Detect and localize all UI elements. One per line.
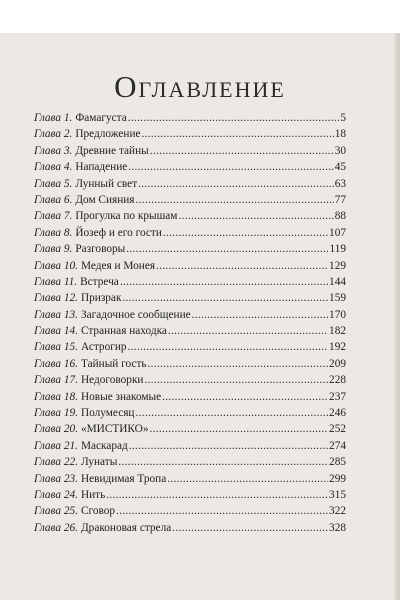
page-number: 228 <box>329 374 346 387</box>
page-number: 170 <box>329 308 346 321</box>
chapter-label: Глава 21. <box>34 439 78 452</box>
page-number: 129 <box>329 259 346 272</box>
page-number: 246 <box>329 407 346 420</box>
chapter-title: Маскарад <box>80 439 128 452</box>
toc-entry <box>34 258 346 274</box>
dot-leader <box>126 241 328 257</box>
page-edge-shadow <box>394 33 400 600</box>
chapter-title: Новые знакомые <box>80 390 162 403</box>
dot-leader <box>116 503 328 519</box>
chapter-label: Глава 11. <box>34 275 78 288</box>
toc-entry <box>34 307 346 323</box>
toc-entry <box>34 438 346 454</box>
chapter-title: Драконовая стрела <box>80 521 172 534</box>
toc-entry <box>34 159 346 175</box>
chapter-label: Глава 6. <box>34 193 73 206</box>
chapter-label: Глава 2. <box>34 128 73 141</box>
chapter-title: Сговор <box>80 505 116 518</box>
page-number: 274 <box>329 439 346 452</box>
dot-leader <box>128 339 328 355</box>
dot-leader <box>138 176 334 192</box>
chapter-label: Глава 22. <box>34 456 78 469</box>
chapter-label: Глава 23. <box>34 472 78 485</box>
chapter-title: Медея и Монея <box>80 259 156 272</box>
chapter-title: Разговоры <box>75 243 126 256</box>
page-number: 45 <box>334 161 346 174</box>
toc-entry <box>34 208 346 224</box>
toc-entry <box>34 405 346 421</box>
chapter-label: Глава 10. <box>34 259 78 272</box>
chapter-title: Прогулка по крышам <box>75 210 178 223</box>
dot-leader <box>162 389 328 405</box>
chapter-title: Нападение <box>75 161 128 174</box>
dot-leader <box>172 520 328 536</box>
page-number: 77 <box>334 193 346 206</box>
toc-entry <box>34 339 346 355</box>
chapter-title: Встреча <box>80 275 119 288</box>
dot-leader <box>122 290 328 306</box>
toc-entry <box>34 323 346 339</box>
page-number: 328 <box>329 521 346 534</box>
dot-leader <box>168 323 328 339</box>
chapter-label: Глава 7. <box>34 210 73 223</box>
page-number: 252 <box>329 423 346 436</box>
page-number: 209 <box>329 357 346 370</box>
dot-leader <box>106 487 328 503</box>
toc-entry <box>34 520 346 536</box>
chapter-title: Йозеф и его гости <box>75 226 162 239</box>
toc-entry <box>34 290 346 306</box>
dot-leader <box>150 143 334 159</box>
chapter-title: Дом Сияния <box>75 193 135 206</box>
dot-leader <box>129 438 328 454</box>
chapter-title: Предложение <box>75 128 141 141</box>
dot-leader <box>135 405 328 421</box>
page-number: 159 <box>329 292 346 305</box>
page-number: 192 <box>329 341 346 354</box>
chapter-label: Глава 18. <box>34 390 78 403</box>
page-number: 322 <box>329 505 346 518</box>
toc-entry <box>34 274 346 290</box>
chapter-title: Астрогир <box>80 341 127 354</box>
toc-entry <box>34 503 346 519</box>
dot-leader <box>118 454 328 470</box>
dot-leader <box>192 307 328 323</box>
dot-leader <box>167 471 328 487</box>
chapter-label: Глава 4. <box>34 161 73 174</box>
dot-leader <box>156 258 328 274</box>
page-number: 30 <box>334 144 346 157</box>
dot-leader <box>149 421 328 437</box>
toc-entry <box>34 110 346 126</box>
dot-leader <box>128 110 340 126</box>
page-title: Оглавление <box>114 69 286 104</box>
dot-leader <box>144 372 328 388</box>
toc-entry <box>34 176 346 192</box>
page-number: 5 <box>340 112 346 124</box>
page-number: 182 <box>329 325 346 338</box>
dot-leader <box>128 159 333 175</box>
dot-leader <box>163 225 328 241</box>
page-number: 107 <box>329 226 346 239</box>
chapter-label: Глава 26. <box>34 521 78 534</box>
chapter-label: Глава 16. <box>34 357 78 370</box>
chapter-title: Тайный гость <box>80 357 147 370</box>
chapter-label: Глава 5. <box>34 177 73 190</box>
toc-entry <box>34 471 346 487</box>
chapter-title: Древние тайны <box>75 144 149 157</box>
chapter-label: Глава 3. <box>34 144 73 157</box>
chapter-label: Глава 19. <box>34 407 78 420</box>
chapter-label: Глава 12. <box>34 292 78 305</box>
chapter-title: Загадочное сообщение <box>80 308 191 321</box>
chapter-title: Невидимая Тропа <box>80 472 167 485</box>
dot-leader <box>142 126 334 142</box>
toc-entry <box>34 389 346 405</box>
toc-entry <box>34 421 346 437</box>
chapter-title: «МИСТИКО» <box>80 423 149 436</box>
toc-entry <box>34 356 346 372</box>
page-number: 237 <box>329 390 346 403</box>
toc-entry <box>34 454 346 470</box>
chapter-label: Глава 17. <box>34 374 78 387</box>
chapter-title: Полумесяц <box>80 407 135 420</box>
chapter-label: Глава 13. <box>34 308 78 321</box>
chapter-label: Глава 8. <box>34 226 73 239</box>
toc-entry <box>34 372 346 388</box>
dot-leader <box>120 274 328 290</box>
chapter-title: Лунаты <box>80 456 118 469</box>
page-number: 315 <box>329 488 346 501</box>
toc-entry <box>34 126 346 142</box>
table-of-contents <box>34 110 346 536</box>
chapter-label: Глава 15. <box>34 341 78 354</box>
chapter-label: Глава 1. <box>34 112 73 124</box>
chapter-title: Фамагуста <box>75 112 127 124</box>
dot-leader <box>148 356 329 372</box>
page-number: 144 <box>329 275 346 288</box>
page-number: 119 <box>329 243 346 256</box>
chapter-label: Глава 9. <box>34 243 73 256</box>
toc-entry <box>34 241 346 257</box>
toc-entry <box>34 487 346 503</box>
chapter-label: Глава 20. <box>34 423 78 436</box>
chapter-title: Нить <box>80 488 106 501</box>
page-number: 88 <box>334 210 346 223</box>
chapter-title: Странная находка <box>80 325 167 338</box>
chapter-title: Недоговорки <box>80 374 144 387</box>
toc-entry <box>34 192 346 208</box>
chapter-title: Лунный свет <box>75 177 138 190</box>
chapter-label: Глава 14. <box>34 325 78 338</box>
chapter-label: Глава 25. <box>34 505 78 518</box>
page-number: 63 <box>334 177 346 190</box>
dot-leader <box>136 192 334 208</box>
chapter-title: Призрак <box>80 292 122 305</box>
page-number: 285 <box>329 456 346 469</box>
page-number: 299 <box>329 472 346 485</box>
toc-entry <box>34 143 346 159</box>
dot-leader <box>178 208 333 224</box>
chapter-label: Глава 24. <box>34 488 78 501</box>
page-number: 18 <box>334 128 346 141</box>
toc-entry <box>34 225 346 241</box>
